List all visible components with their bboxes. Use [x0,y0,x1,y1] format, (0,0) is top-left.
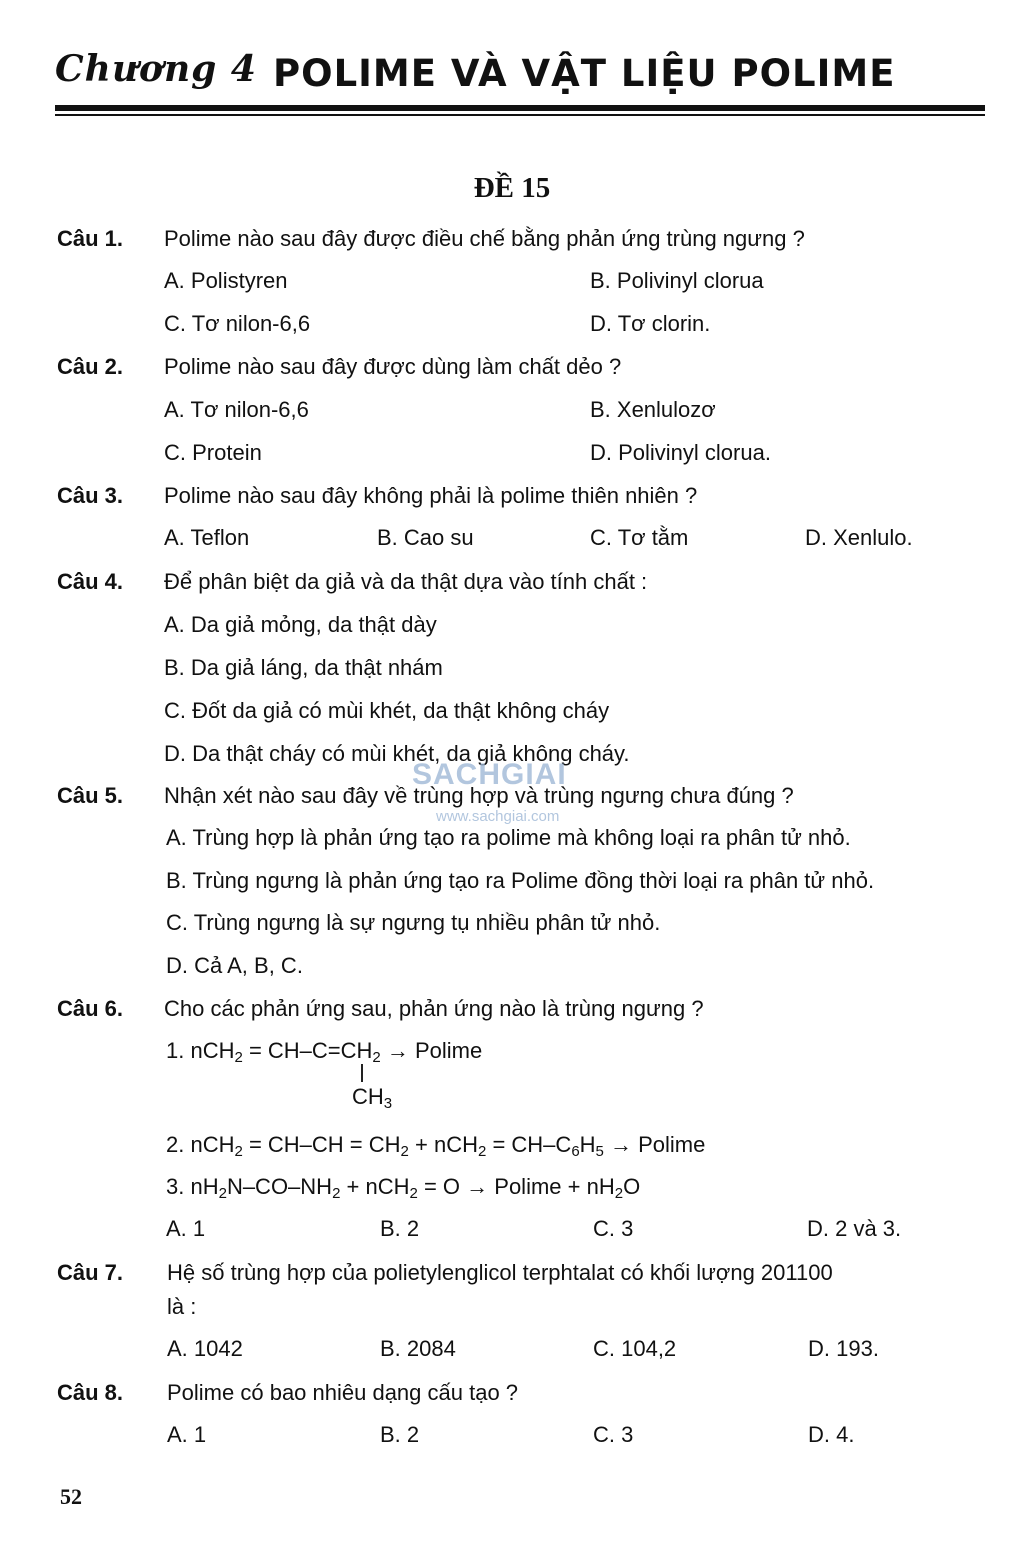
option-a: A. Da giả mỏng, da thật dày [164,612,437,637]
question-number: Câu 7. [57,1260,124,1285]
header-rule-thin [55,114,985,116]
question-text: Polime nào sau đây được dùng làm chất dẻo ? [164,354,622,379]
option-c: C. 104,2 [593,1336,677,1361]
option-c: C. Protein [164,440,262,465]
option-b: B. Xenlulozơ [590,397,716,422]
reaction-3: 3. $nH_2N-CO-NH_2 + nCH_2 = O \to Polime + nH_2O$ [166,1174,641,1202]
chapter-header [55,42,985,102]
question-number: Câu 5. [57,783,124,808]
question-text-continued: là : [167,1294,197,1319]
option-b: B. Cao su [377,525,474,550]
option-d: D. Cả A, B, C. [166,953,303,978]
option-b: B. Polivinyl clorua [590,268,764,293]
option-c: C. Trùng ngưng là sự ngưng tụ nhiều phân tử nhỏ. [166,910,661,935]
header-rule-thick [55,105,985,111]
question-text: Cho các phản ứng sau, phản ứng nào là trùng ngưng ? [164,996,704,1021]
option-b: B. 2084 [380,1336,456,1361]
option-c: C. Đốt da giả có mùi khét, da thật không cháy [164,698,610,723]
option-c: C. 3 [593,1216,634,1241]
option-a: A. 1 [166,1216,206,1241]
option-b: B. 2 [380,1422,420,1447]
question-number: Câu 1. [57,226,124,251]
option-b: B. Da giả láng, da thật nhám [164,655,443,680]
reaction-1: 1. $nCH_2 = CH-C=CH_2 \to Polime$ [166,1038,483,1066]
option-d: D. Tơ clorin. [590,311,711,336]
reaction-1-bond [361,1064,363,1082]
question-number: Câu 8. [57,1380,124,1405]
question-text: Để phân biệt da giả và da thật dựa vào tính chất : [164,569,648,594]
option-d: D. Da thật cháy có mùi khét, da giả không cháy. [164,741,630,766]
option-d: D. 193. [808,1336,879,1361]
reaction-2: 2. $nCH_2 = CH-CH = CH_2 + nCH_2 = CH-C_6H_5 \to Polime$ [166,1132,706,1160]
question-text: Nhận xét nào sau đây về trùng hợp và trùng ngưng chưa đúng ? [164,783,794,808]
option-d: D. 2 và 3. [807,1216,902,1241]
question-text: Polime nào sau đây không phải là polime thiên nhiên ? [164,483,698,508]
option-b: B. Trùng ngưng là phản ứng tạo ra Polime đồng thời loại ra phân tử nhỏ. [166,868,875,893]
option-d: D. Polivinyl clorua. [590,440,771,465]
option-c: C. 3 [593,1422,634,1447]
option-a: A. 1 [167,1422,207,1447]
question-number: Câu 3. [57,483,124,508]
watermark-url: www.sachgiai.com [436,808,560,825]
option-a: A. 1042 [167,1336,243,1361]
option-d: D. 4. [808,1422,855,1447]
question-number: Câu 6. [57,996,124,1021]
chapter-title: POLIME VÀ VẬT LIỆU POLIME [273,52,896,95]
watermark-logo: SACHGIAI [412,758,567,791]
reaction-1-branch: $CH_3$ [352,1084,393,1112]
option-a: A. Tơ nilon-6,6 [164,397,309,422]
chapter-label: Chương 4 [55,48,257,90]
question-number: Câu 2. [57,354,124,379]
question-number: Câu 4. [57,569,124,594]
question-text: Polime có bao nhiêu dạng cấu tạo ? [167,1380,519,1405]
option-a: A. Teflon [164,525,250,550]
option-a: A. Polistyren [164,268,288,293]
option-c: C. Tơ nilon-6,6 [164,311,311,336]
option-c: C. Tơ tằm [590,525,689,550]
question-text: Hệ số trùng hợp của polietylenglicol terphtalat có khối lượng 201100 [167,1260,833,1285]
option-b: B. 2 [380,1216,420,1241]
option-a: A. Trùng hợp là phản ứng tạo ra polime mà không loại ra phân tử nhỏ. [166,825,851,850]
page-number: 52 [60,1484,82,1509]
question-text: Polime nào sau đây được điều chế bằng phản ứng trùng ngưng ? [164,226,805,251]
exam-title: ĐỀ 15 [473,172,551,204]
option-d: D. Xenlulo. [805,525,913,550]
